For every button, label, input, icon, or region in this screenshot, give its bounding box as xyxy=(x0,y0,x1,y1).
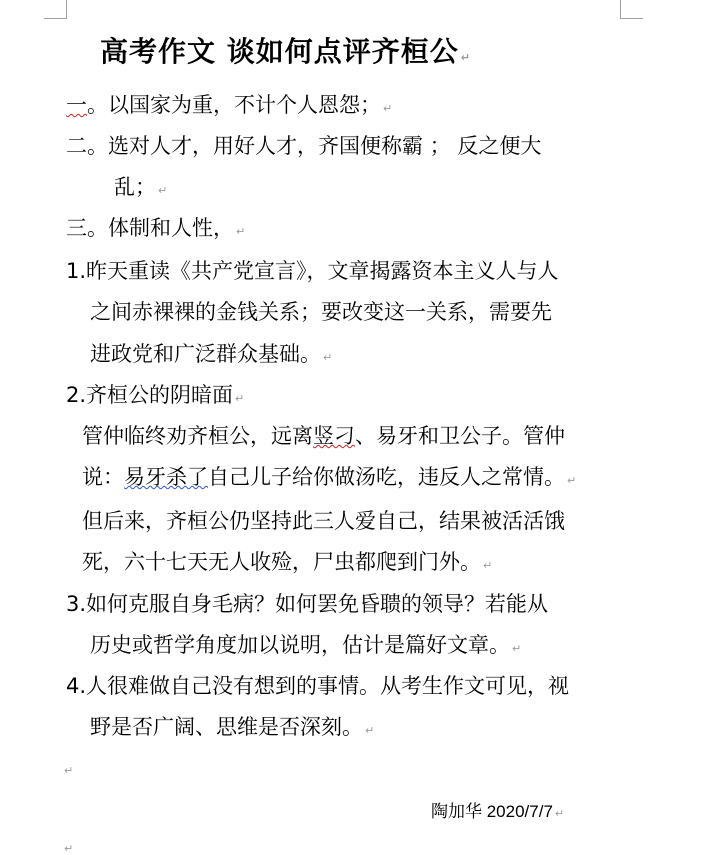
empty-paragraph-mark-icon: ↵ xyxy=(64,764,74,777)
page-title xyxy=(100,30,471,70)
paragraph-mark-icon: ↵ xyxy=(460,51,471,64)
text-line-9: 管仲临终劝齐桓公，远离竖刁、易牙和卫公子。管仲 xyxy=(82,424,565,448)
paragraph-mark-icon: ↵ xyxy=(236,225,246,238)
paragraph-mark-icon: ↵ xyxy=(554,807,565,820)
paragraph-mark-icon: ↵ xyxy=(483,559,493,572)
text-line-1: 一。以国家为重，不计个人恩怨； ↵ xyxy=(66,93,393,117)
text-line-4: 三。体制和人性， ↵ xyxy=(66,216,246,240)
text-line-15: 4.人很难做自己没有想到的事情。从考生作文可见，视 xyxy=(66,674,570,698)
text-line-2: 二。选对人才，用好人才，齐国便称霸 ； 反之便大 xyxy=(66,134,542,158)
spelling-error-word: 一 xyxy=(66,93,87,117)
paragraph-mark-icon: ↵ xyxy=(383,102,393,115)
text-line-7: 进政党和广泛群众基础。 ↵ xyxy=(90,342,333,366)
paragraph-mark-icon: ↵ xyxy=(512,642,522,655)
text-line-5: 1.昨天重读《共产党宣言》，文章揭露资本主义人与人 xyxy=(66,259,559,283)
paragraph-mark-icon: ↵ xyxy=(323,351,333,364)
text-line-8: 2.齐桓公的阴暗面 ↵ xyxy=(66,383,245,407)
page-corner-mark-top-right xyxy=(620,0,643,19)
signature-line: 陶加华 2020/7/7 ↵ xyxy=(431,802,565,821)
text-line-3: 乱； ↵ xyxy=(114,175,168,199)
paragraph-mark-icon: ↵ xyxy=(365,724,375,737)
paragraph-mark-icon: ↵ xyxy=(158,184,168,197)
text-line-13: 3.如何克服自身毛病？如何罢免昏聩的领导？若能从 xyxy=(66,592,549,616)
text-line-6: 之间赤裸裸的金钱关系；要改变这一关系，需要先 xyxy=(90,300,552,324)
text-line-12: 死，六十七天无人收殓，尸虫都爬到门外。 ↵ xyxy=(82,550,493,574)
text-line-16: 野是否广阔、思维是否深刻。 ↵ xyxy=(90,715,375,739)
empty-paragraph-mark-icon: ↵ xyxy=(64,842,74,855)
grammar-check-phrase: 易牙杀了 xyxy=(124,465,208,489)
title-text: 高考作文 谈如何点评齐桓公 xyxy=(100,35,459,68)
page-corner-mark-top-left xyxy=(44,0,67,19)
text-line-14: 历史或哲学角度加以说明，估计是篇好文章。 ↵ xyxy=(90,633,522,657)
spelling-error-word: 竖刁 xyxy=(313,424,355,448)
text-line-10: 说：易牙杀了自己儿子给你做汤吃，违反人之常情。 ↵ xyxy=(82,465,577,489)
paragraph-mark-icon: ↵ xyxy=(235,392,245,405)
paragraph-mark-icon: ↵ xyxy=(567,474,577,487)
text-line-11: 但后来，齐桓公仍坚持此三人爱自己，结果被活活饿 xyxy=(82,509,565,533)
